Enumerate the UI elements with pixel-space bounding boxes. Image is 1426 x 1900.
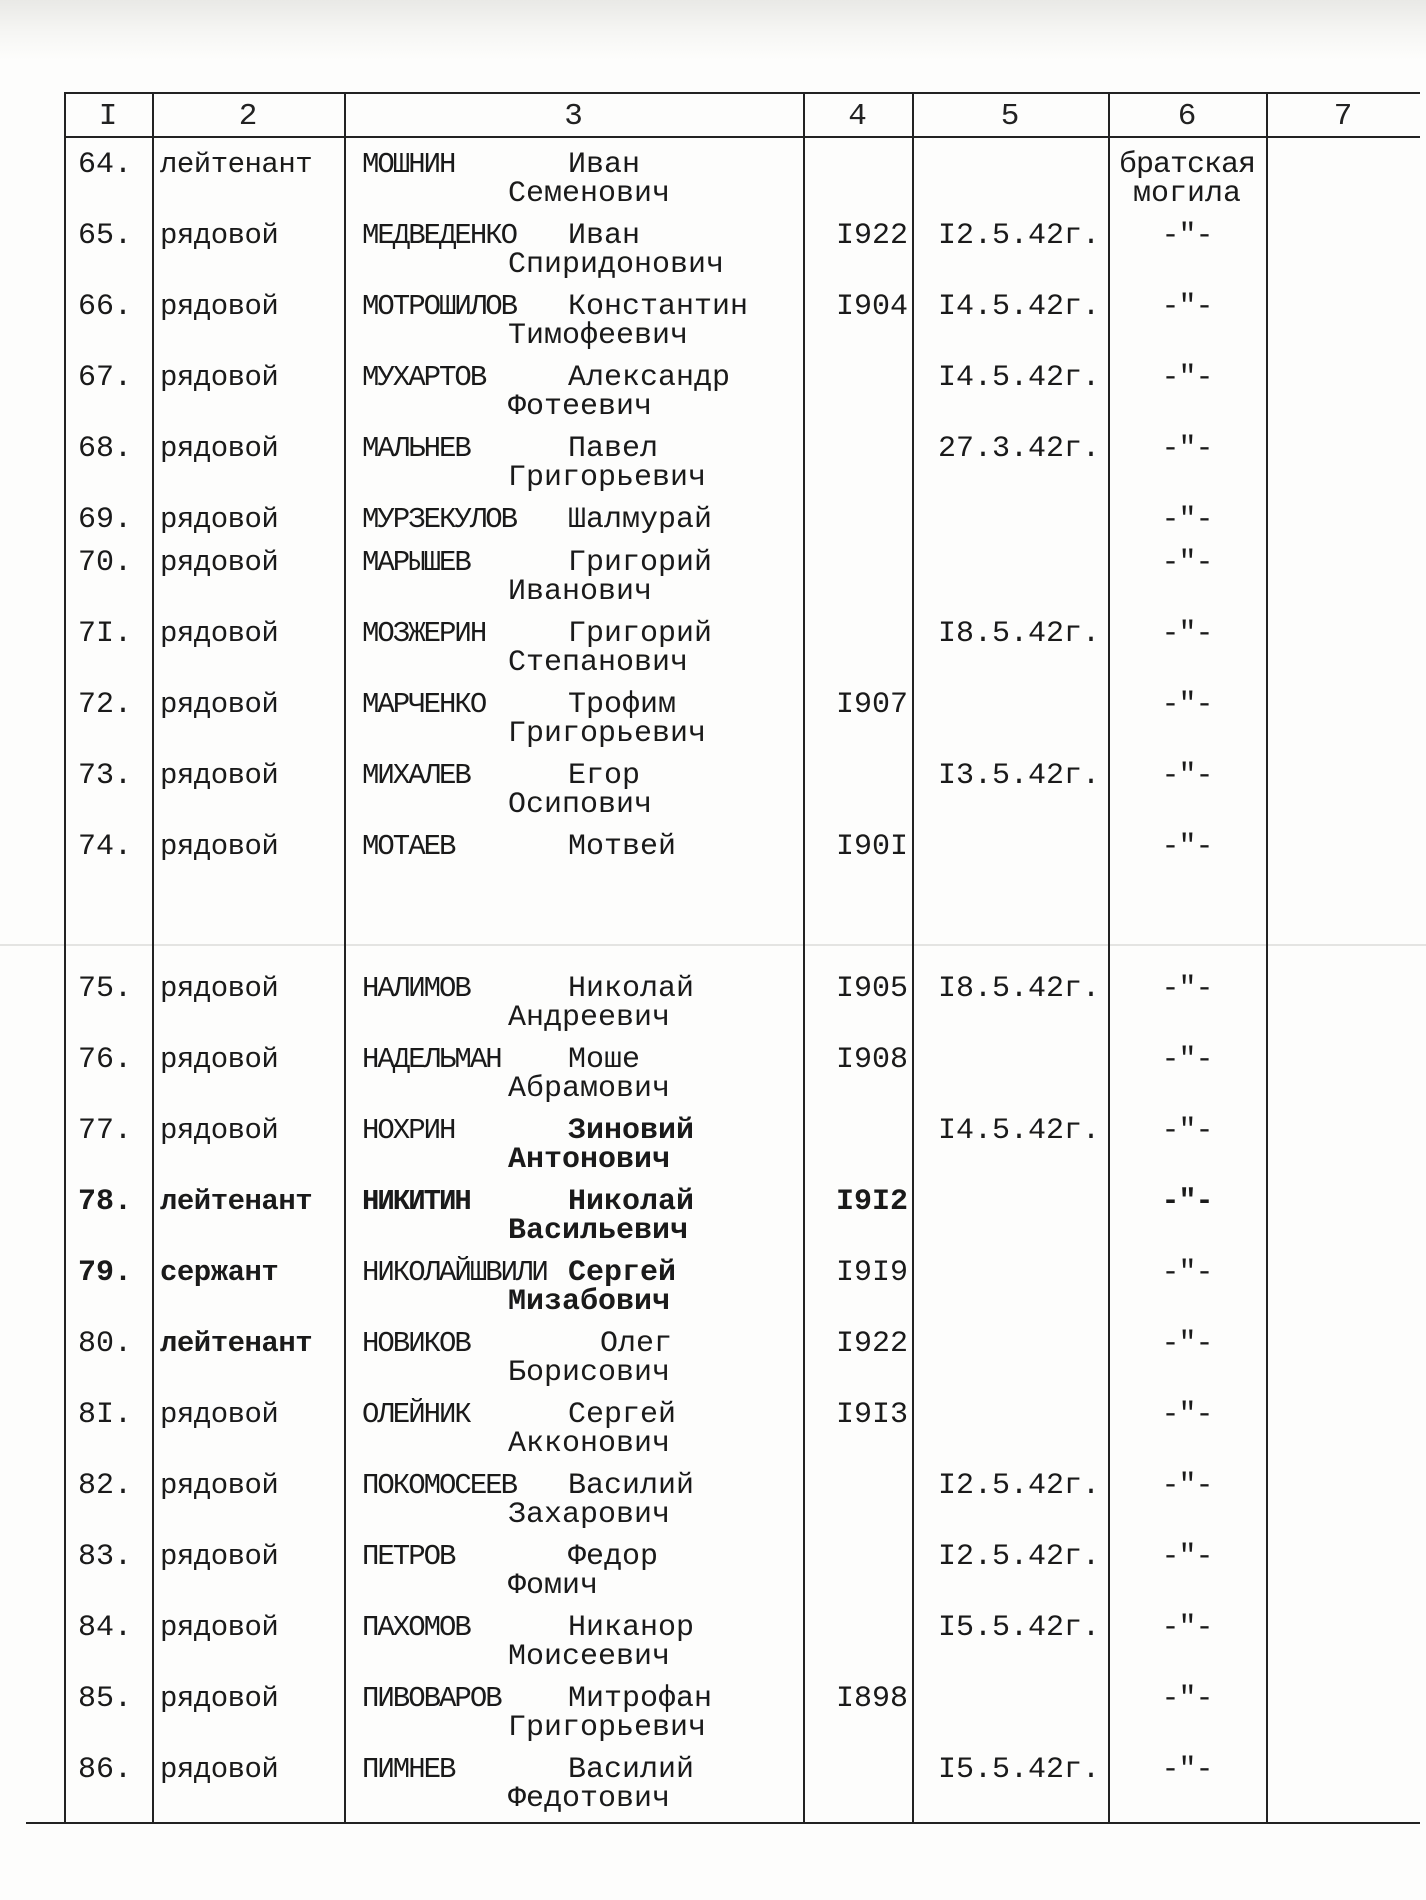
row-number: 66. xyxy=(78,290,133,324)
surname: НИКИТИН xyxy=(362,1185,470,1218)
burial: -"- xyxy=(1161,1114,1213,1148)
birth-year: I9I2 xyxy=(835,1185,908,1219)
rank: лейтенант xyxy=(160,1327,313,1360)
surname: МОШНИН xyxy=(362,148,455,181)
row-number: 83. xyxy=(78,1540,133,1574)
table-row xyxy=(0,1185,1426,1255)
row-number: 70. xyxy=(78,546,133,580)
birth-year: I9I9 xyxy=(835,1256,908,1290)
patronymic: Акконович xyxy=(508,1427,671,1461)
surname: МАЛЬНЕВ xyxy=(362,432,470,465)
table-row xyxy=(0,432,1426,502)
patronymic: Григорьевич xyxy=(508,717,707,751)
column-header-7: 7 xyxy=(1333,99,1353,134)
patronymic: Осипович xyxy=(508,788,653,822)
surname: МУХАРТОВ xyxy=(362,361,486,394)
table-row xyxy=(0,1398,1426,1468)
birth-year: I905 xyxy=(835,972,908,1006)
patronymic: Тимофеевич xyxy=(508,319,689,353)
burial: -"- xyxy=(1161,688,1213,722)
row-number: 75. xyxy=(78,972,133,1006)
table-header-rule xyxy=(64,136,1420,138)
page-fold-line xyxy=(0,944,1426,946)
column-header-3: 3 xyxy=(564,99,583,134)
surname: МОЗЖЕРИН xyxy=(362,617,486,650)
table-row xyxy=(0,972,1426,1042)
column-header-6: 6 xyxy=(1177,99,1197,134)
rank: рядовой xyxy=(160,972,279,1005)
rank: рядовой xyxy=(160,1469,279,1502)
surname: ПАХОМОВ xyxy=(362,1611,470,1644)
burial: -"- xyxy=(1161,1185,1213,1219)
column-header-2: 2 xyxy=(238,99,258,134)
patronymic: Семенович xyxy=(508,177,671,211)
date: I2.5.42г. xyxy=(937,219,1100,253)
patronymic: Григорьевич xyxy=(508,461,707,495)
surname: МИХАЛЕВ xyxy=(362,759,470,792)
burial: братская xyxy=(1118,148,1256,182)
burial: -"- xyxy=(1161,503,1213,537)
table-row xyxy=(0,688,1426,758)
rank: рядовой xyxy=(160,1114,279,1147)
first-name: Николай xyxy=(568,972,695,1006)
rank: рядовой xyxy=(160,1682,279,1715)
surname: НАДЕЛЬМАН xyxy=(362,1043,501,1076)
rank: рядовой xyxy=(160,617,279,650)
first-name: Трофим xyxy=(568,688,677,722)
date: I5.5.42г. xyxy=(937,1753,1100,1787)
surname: ПИМНЕВ xyxy=(362,1753,455,1786)
rank: рядовой xyxy=(160,688,279,721)
first-name: Иван xyxy=(568,219,641,253)
table-row xyxy=(0,148,1426,218)
surname: ПЕТРОВ xyxy=(362,1540,455,1573)
surname: МУРЗЕКУЛОВ xyxy=(362,503,517,536)
surname: ПОКОМОСЕЕВ xyxy=(362,1469,517,1502)
patronymic: Захарович xyxy=(508,1498,671,1532)
table-row xyxy=(0,361,1426,431)
burial: -"- xyxy=(1161,1611,1213,1645)
birth-year: I907 xyxy=(835,688,908,722)
first-name: Моше xyxy=(568,1043,641,1077)
date: I5.5.42г. xyxy=(937,1611,1100,1645)
row-number: 77. xyxy=(78,1114,133,1148)
table-row xyxy=(0,1611,1426,1681)
surname: МАРЫШЕВ xyxy=(362,546,470,579)
patronymic: Спиридонович xyxy=(508,248,725,282)
first-name: Николай xyxy=(568,1185,695,1219)
patronymic: Иванович xyxy=(508,575,653,609)
date: I3.5.42г. xyxy=(937,759,1100,793)
row-number: 67. xyxy=(78,361,133,395)
date: 27.3.42г. xyxy=(937,432,1100,466)
burial: -"- xyxy=(1161,219,1213,253)
burial: -"- xyxy=(1161,361,1213,395)
first-name: Иван xyxy=(568,148,641,182)
birth-year: I922 xyxy=(835,219,908,253)
date: I4.5.42г. xyxy=(937,290,1100,324)
table-row xyxy=(0,1114,1426,1184)
surname: НОВИКОВ xyxy=(362,1327,470,1360)
burial: -"- xyxy=(1161,759,1213,793)
table-row xyxy=(0,290,1426,360)
first-name: Никанор xyxy=(568,1611,695,1645)
date: I8.5.42г. xyxy=(937,972,1100,1006)
surname: МОТРОШИЛОВ xyxy=(362,290,517,323)
surname: МАРЧЕНКО xyxy=(362,688,486,721)
rank: рядовой xyxy=(160,290,279,323)
table-row xyxy=(0,1043,1426,1113)
rank: рядовой xyxy=(160,1611,279,1644)
birth-year: I9I3 xyxy=(835,1398,908,1432)
row-number: 76. xyxy=(78,1043,133,1077)
row-number: 73. xyxy=(78,759,133,793)
row-number: 82. xyxy=(78,1469,133,1503)
date: I8.5.42г. xyxy=(937,617,1100,651)
row-number: 65. xyxy=(78,219,133,253)
rank: рядовой xyxy=(160,1043,279,1076)
first-name: Митрофан xyxy=(568,1682,713,1716)
table-row xyxy=(0,503,1426,543)
surname: НИКОЛАЙШВИЛИ xyxy=(362,1256,547,1289)
rank: сержант xyxy=(160,1256,279,1289)
rank: рядовой xyxy=(160,361,279,394)
birth-year: I908 xyxy=(835,1043,908,1077)
date: I4.5.42г. xyxy=(937,361,1100,395)
patronymic: Фомич xyxy=(508,1569,599,1603)
table-top-rule xyxy=(64,92,1420,94)
first-name: Зиновий xyxy=(568,1114,695,1148)
table-row xyxy=(0,219,1426,289)
column-header-4: 4 xyxy=(848,99,867,134)
row-number: 64. xyxy=(78,148,133,182)
surname: НАЛИМОВ xyxy=(362,972,470,1005)
rank: рядовой xyxy=(160,432,279,465)
row-number: 74. xyxy=(78,830,133,864)
first-name: Шалмурай xyxy=(568,503,713,537)
table-row xyxy=(0,1540,1426,1610)
row-number: 69. xyxy=(78,503,133,537)
first-name: Константин xyxy=(568,290,749,324)
patronymic: Мизабович xyxy=(508,1285,671,1319)
birth-year: I90I xyxy=(835,830,908,864)
table-row xyxy=(0,830,1426,900)
birth-year: I922 xyxy=(835,1327,908,1361)
table-row xyxy=(0,1327,1426,1397)
surname: ПИВОВАРОВ xyxy=(362,1682,501,1715)
rank: рядовой xyxy=(160,1540,279,1573)
patronymic: Абрамович xyxy=(508,1072,671,1106)
first-name: Сергей xyxy=(568,1398,677,1432)
column-header-1: I xyxy=(98,99,118,134)
first-name: Федор xyxy=(568,1540,659,1574)
row-number: 68. xyxy=(78,432,133,466)
burial: -"- xyxy=(1161,432,1213,466)
row-number: 85. xyxy=(78,1682,133,1716)
patronymic: Антонович xyxy=(508,1143,671,1177)
rank: лейтенант xyxy=(160,1185,313,1218)
rank: рядовой xyxy=(160,1398,279,1431)
patronymic: Фотеевич xyxy=(508,390,653,424)
burial: -"- xyxy=(1161,617,1213,651)
date: I2.5.42г. xyxy=(937,1469,1100,1503)
first-name: Сергей xyxy=(568,1256,677,1290)
rank: рядовой xyxy=(160,830,279,863)
patronymic: Андреевич xyxy=(508,1001,671,1035)
burial: -"- xyxy=(1161,1327,1213,1361)
burial: -"- xyxy=(1161,546,1213,580)
burial: -"- xyxy=(1161,290,1213,324)
table-row xyxy=(0,759,1426,829)
rank: рядовой xyxy=(160,546,279,579)
surname: НОХРИН xyxy=(362,1114,455,1147)
rank: лейтенант xyxy=(160,148,313,181)
surname: МЕДВЕДЕНКО xyxy=(362,219,517,252)
patronymic: Борисович xyxy=(508,1356,671,1390)
rank: рядовой xyxy=(160,219,279,252)
burial: -"- xyxy=(1161,1469,1213,1503)
table-row xyxy=(0,617,1426,687)
rank: рядовой xyxy=(160,1753,279,1786)
row-number: 86. xyxy=(78,1753,133,1787)
first-name: Григорий xyxy=(568,546,713,580)
surname: ОЛЕЙНИК xyxy=(362,1398,470,1431)
burial: -"- xyxy=(1161,830,1213,864)
row-number: 8I. xyxy=(78,1398,133,1432)
row-number: 84. xyxy=(78,1611,133,1645)
first-name: Василий xyxy=(568,1753,695,1787)
row-number: 80. xyxy=(78,1327,133,1361)
column-header-5: 5 xyxy=(1000,99,1020,134)
first-name: Павел xyxy=(568,432,659,466)
birth-year: I898 xyxy=(835,1682,908,1716)
birth-year: I904 xyxy=(835,290,908,324)
first-name: Григорий xyxy=(568,617,713,651)
table-row xyxy=(0,1753,1426,1823)
table-row xyxy=(0,1256,1426,1326)
date: I4.5.42г. xyxy=(937,1114,1100,1148)
row-number: 72. xyxy=(78,688,133,722)
burial: -"- xyxy=(1161,1043,1213,1077)
patronymic: Григорьевич xyxy=(508,1711,707,1745)
rank: рядовой xyxy=(160,759,279,792)
rank: рядовой xyxy=(160,503,279,536)
burial: -"- xyxy=(1161,1682,1213,1716)
patronymic: Федотович xyxy=(508,1782,671,1816)
burial: -"- xyxy=(1161,1256,1213,1290)
table-row xyxy=(0,1682,1426,1752)
patronymic: Моисеевич xyxy=(508,1640,671,1674)
first-name: Егор xyxy=(568,759,641,793)
burial: -"- xyxy=(1161,972,1213,1006)
row-number: 7I. xyxy=(78,617,133,651)
table-row xyxy=(0,546,1426,616)
burial: -"- xyxy=(1161,1540,1213,1574)
first-name: Мотвей xyxy=(568,830,677,864)
first-name: Василий xyxy=(568,1469,695,1503)
table-row xyxy=(0,1469,1426,1539)
patronymic: Степанович xyxy=(508,646,689,680)
surname: МОТАЕВ xyxy=(362,830,455,863)
row-number: 79. xyxy=(78,1256,133,1290)
patronymic: Васильевич xyxy=(508,1214,689,1248)
first-name: Александр xyxy=(568,361,731,395)
row-number: 78. xyxy=(78,1185,133,1219)
first-name: Олег xyxy=(600,1327,673,1361)
scan-smudge xyxy=(0,0,1426,60)
date: I2.5.42г. xyxy=(937,1540,1100,1574)
burial-line-2: могила xyxy=(1132,177,1242,211)
burial: -"- xyxy=(1161,1753,1213,1787)
burial: -"- xyxy=(1161,1398,1213,1432)
